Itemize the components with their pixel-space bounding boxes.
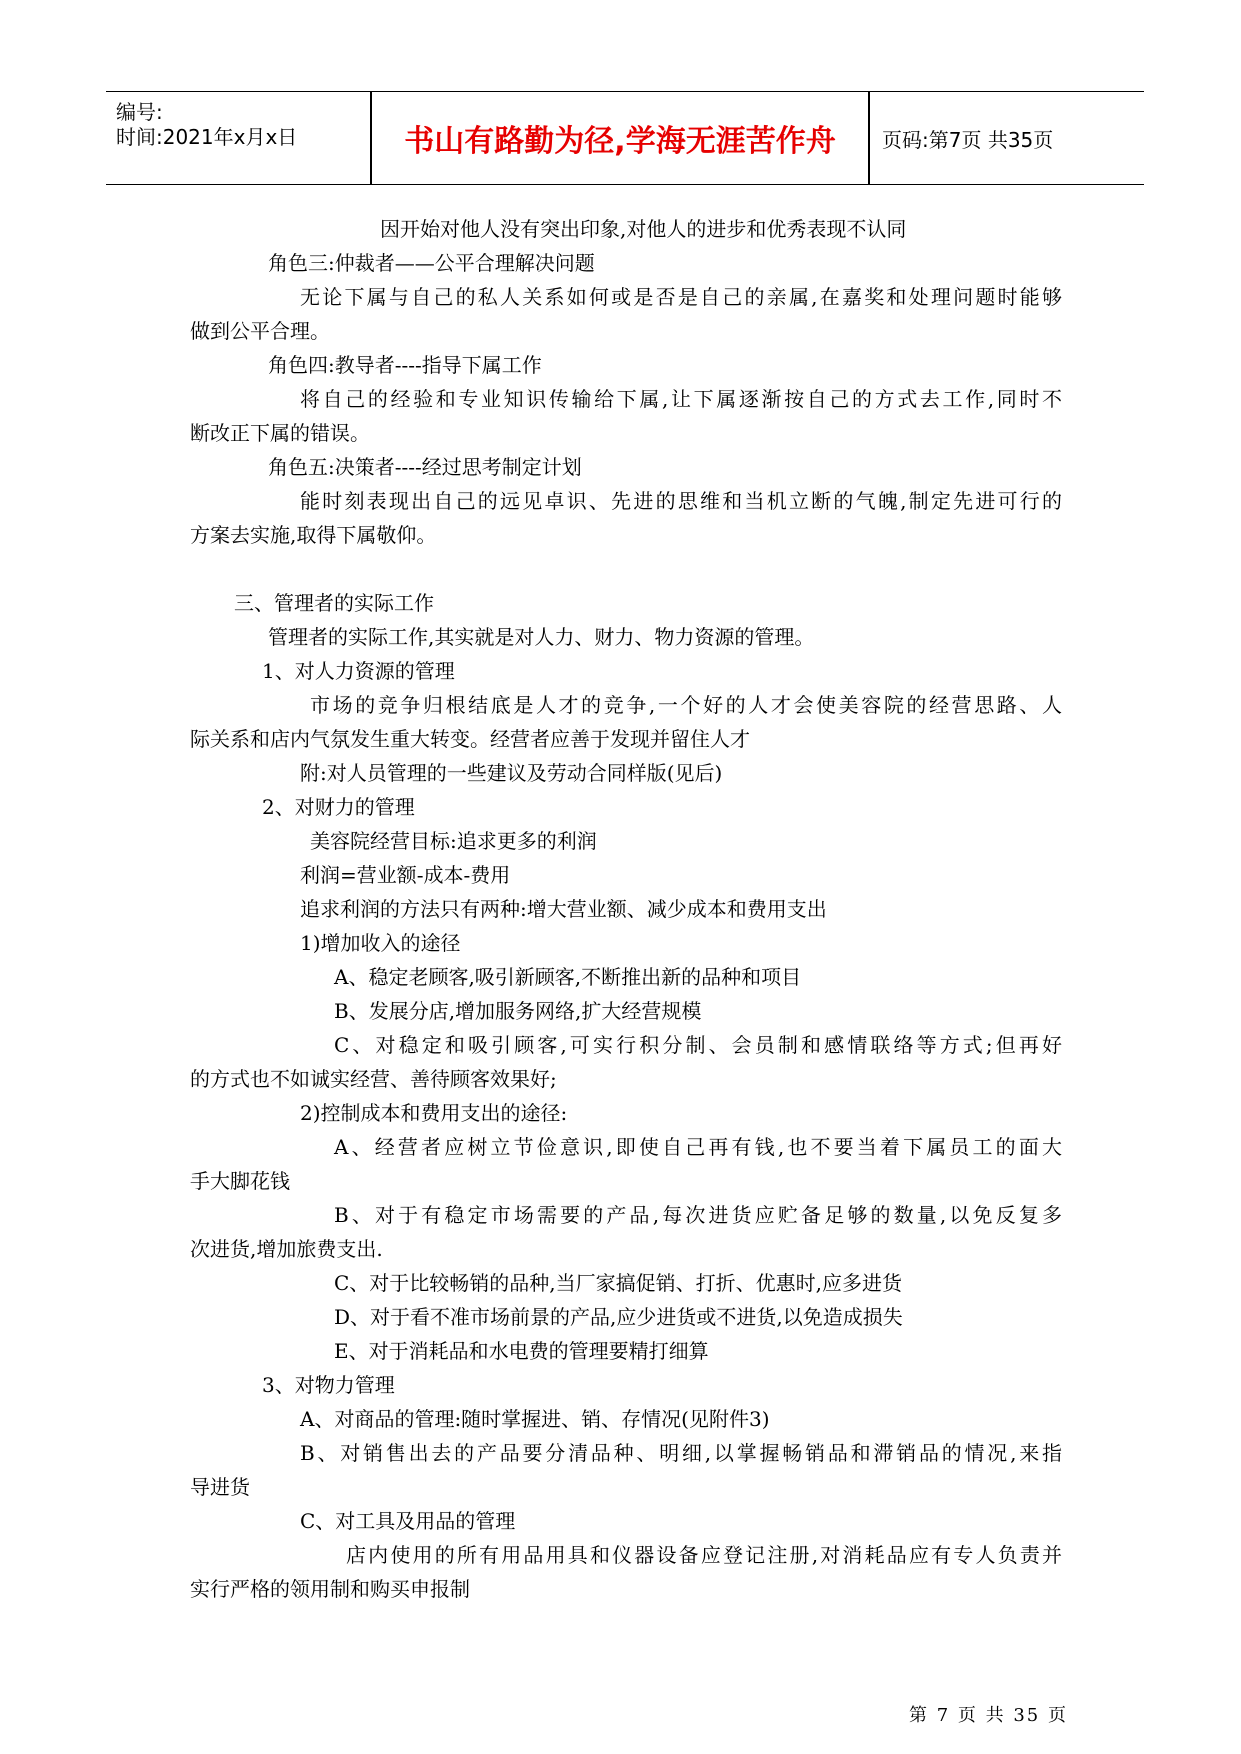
text-line: 能时刻表现出自己的远见卓识、先进的思维和当机立断的气魄,制定先进可行的 — [300, 489, 1062, 513]
document-number-label: 编号: — [116, 100, 163, 124]
subsection-heading: 3、对物力管理 — [262, 1373, 395, 1397]
role-heading: 角色五:决策者----经过思考制定计划 — [268, 455, 582, 479]
header-page-number: 页码:第7页 共35页 — [882, 127, 1054, 152]
text-line: 断改正下属的错误。 — [190, 421, 370, 445]
list-item: C、对于比较畅销的品种,当厂家搞促销、打折、优惠时,应多进货 — [334, 1271, 903, 1295]
text-line: 次进货,增加旅费支出. — [190, 1237, 383, 1261]
text-line: 做到公平合理。 — [190, 319, 330, 343]
subsection-heading: 2、对财力的管理 — [262, 795, 415, 819]
page-header — [106, 91, 1144, 185]
section-heading: 三、管理者的实际工作 — [234, 591, 434, 615]
text-line: 管理者的实际工作,其实就是对人力、财力、物力资源的管理。 — [268, 625, 815, 649]
text-line: 附:对人员管理的一些建议及劳动合同样版(见后) — [300, 761, 723, 785]
subsection-heading: 1、对人力资源的管理 — [262, 659, 455, 683]
list-item: B、发展分店,增加服务网络,扩大经营规模 — [334, 999, 702, 1023]
header-motto: 书山有路勤为径,学海无涯苦作舟 — [404, 124, 836, 159]
list-item: C、对稳定和吸引顾客,可实行积分制、会员制和感情联络等方式;但再好 — [334, 1033, 1062, 1057]
document-time-label: 时间:2021年x月x日 — [116, 125, 298, 149]
text-line: 利润=营业额-成本-费用 — [300, 863, 511, 887]
text-line: 店内使用的所有用品用具和仪器设备应登记注册,对消耗品应有专人负责并 — [346, 1543, 1062, 1567]
list-item: B、对于有稳定市场需要的产品,每次进货应贮备足够的数量,以免反复多 — [334, 1203, 1062, 1227]
role-heading: 角色四:教导者----指导下属工作 — [268, 353, 542, 377]
list-item: E、对于消耗品和水电费的管理要精打细算 — [334, 1339, 709, 1363]
list-item: A、经营者应树立节俭意识,即使自己再有钱,也不要当着下属员工的面大 — [334, 1135, 1062, 1159]
list-heading: 1)增加收入的途径 — [300, 931, 461, 955]
text-line: 因开始对他人没有突出印象,对他人的进步和优秀表现不认同 — [380, 217, 907, 241]
text-line: 实行严格的领用制和购买申报制 — [190, 1577, 470, 1601]
text-line: 将自己的经验和专业知识传输给下属,让下属逐渐按自己的方式去工作,同时不 — [300, 387, 1062, 411]
list-item: A、稳定老顾客,吸引新顾客,不断推出新的品种和项目 — [334, 965, 802, 989]
role-heading: 角色三:仲裁者——公平合理解决问题 — [268, 251, 595, 275]
text-line: 际关系和店内气氛发生重大转变。经营者应善于发现并留住人才 — [190, 727, 750, 751]
page-footer: 第 7 页 共 35 页 — [909, 1705, 1068, 1726]
list-heading: 2)控制成本和费用支出的途径: — [300, 1101, 568, 1125]
text-line: 的方式也不如诚实经营、善待顾客效果好; — [190, 1067, 557, 1091]
list-item: C、对工具及用品的管理 — [300, 1509, 516, 1533]
text-line: 方案去实施,取得下属敬仰。 — [190, 523, 437, 547]
list-item: B、对销售出去的产品要分清品种、明细,以掌握畅销品和滞销品的情况,来指 — [300, 1441, 1062, 1465]
list-item: A、对商品的管理:随时掌握进、销、存情况(见附件3) — [300, 1407, 770, 1431]
text-line: 美容院经营目标:追求更多的利润 — [310, 829, 597, 853]
text-line: 手大脚花钱 — [190, 1169, 290, 1193]
text-line: 市场的竞争归根结底是人才的竞争,一个好的人才会使美容院的经营思路、人 — [310, 693, 1062, 717]
text-line: 追求利润的方法只有两种:增大营业额、减少成本和费用支出 — [300, 897, 827, 921]
list-item: D、对于看不准市场前景的产品,应少进货或不进货,以免造成损失 — [334, 1305, 903, 1329]
text-line: 无论下属与自己的私人关系如何或是否是自己的亲属,在嘉奖和处理问题时能够 — [300, 285, 1062, 309]
header-info-cell — [106, 92, 370, 184]
text-line: 导进货 — [190, 1475, 250, 1499]
